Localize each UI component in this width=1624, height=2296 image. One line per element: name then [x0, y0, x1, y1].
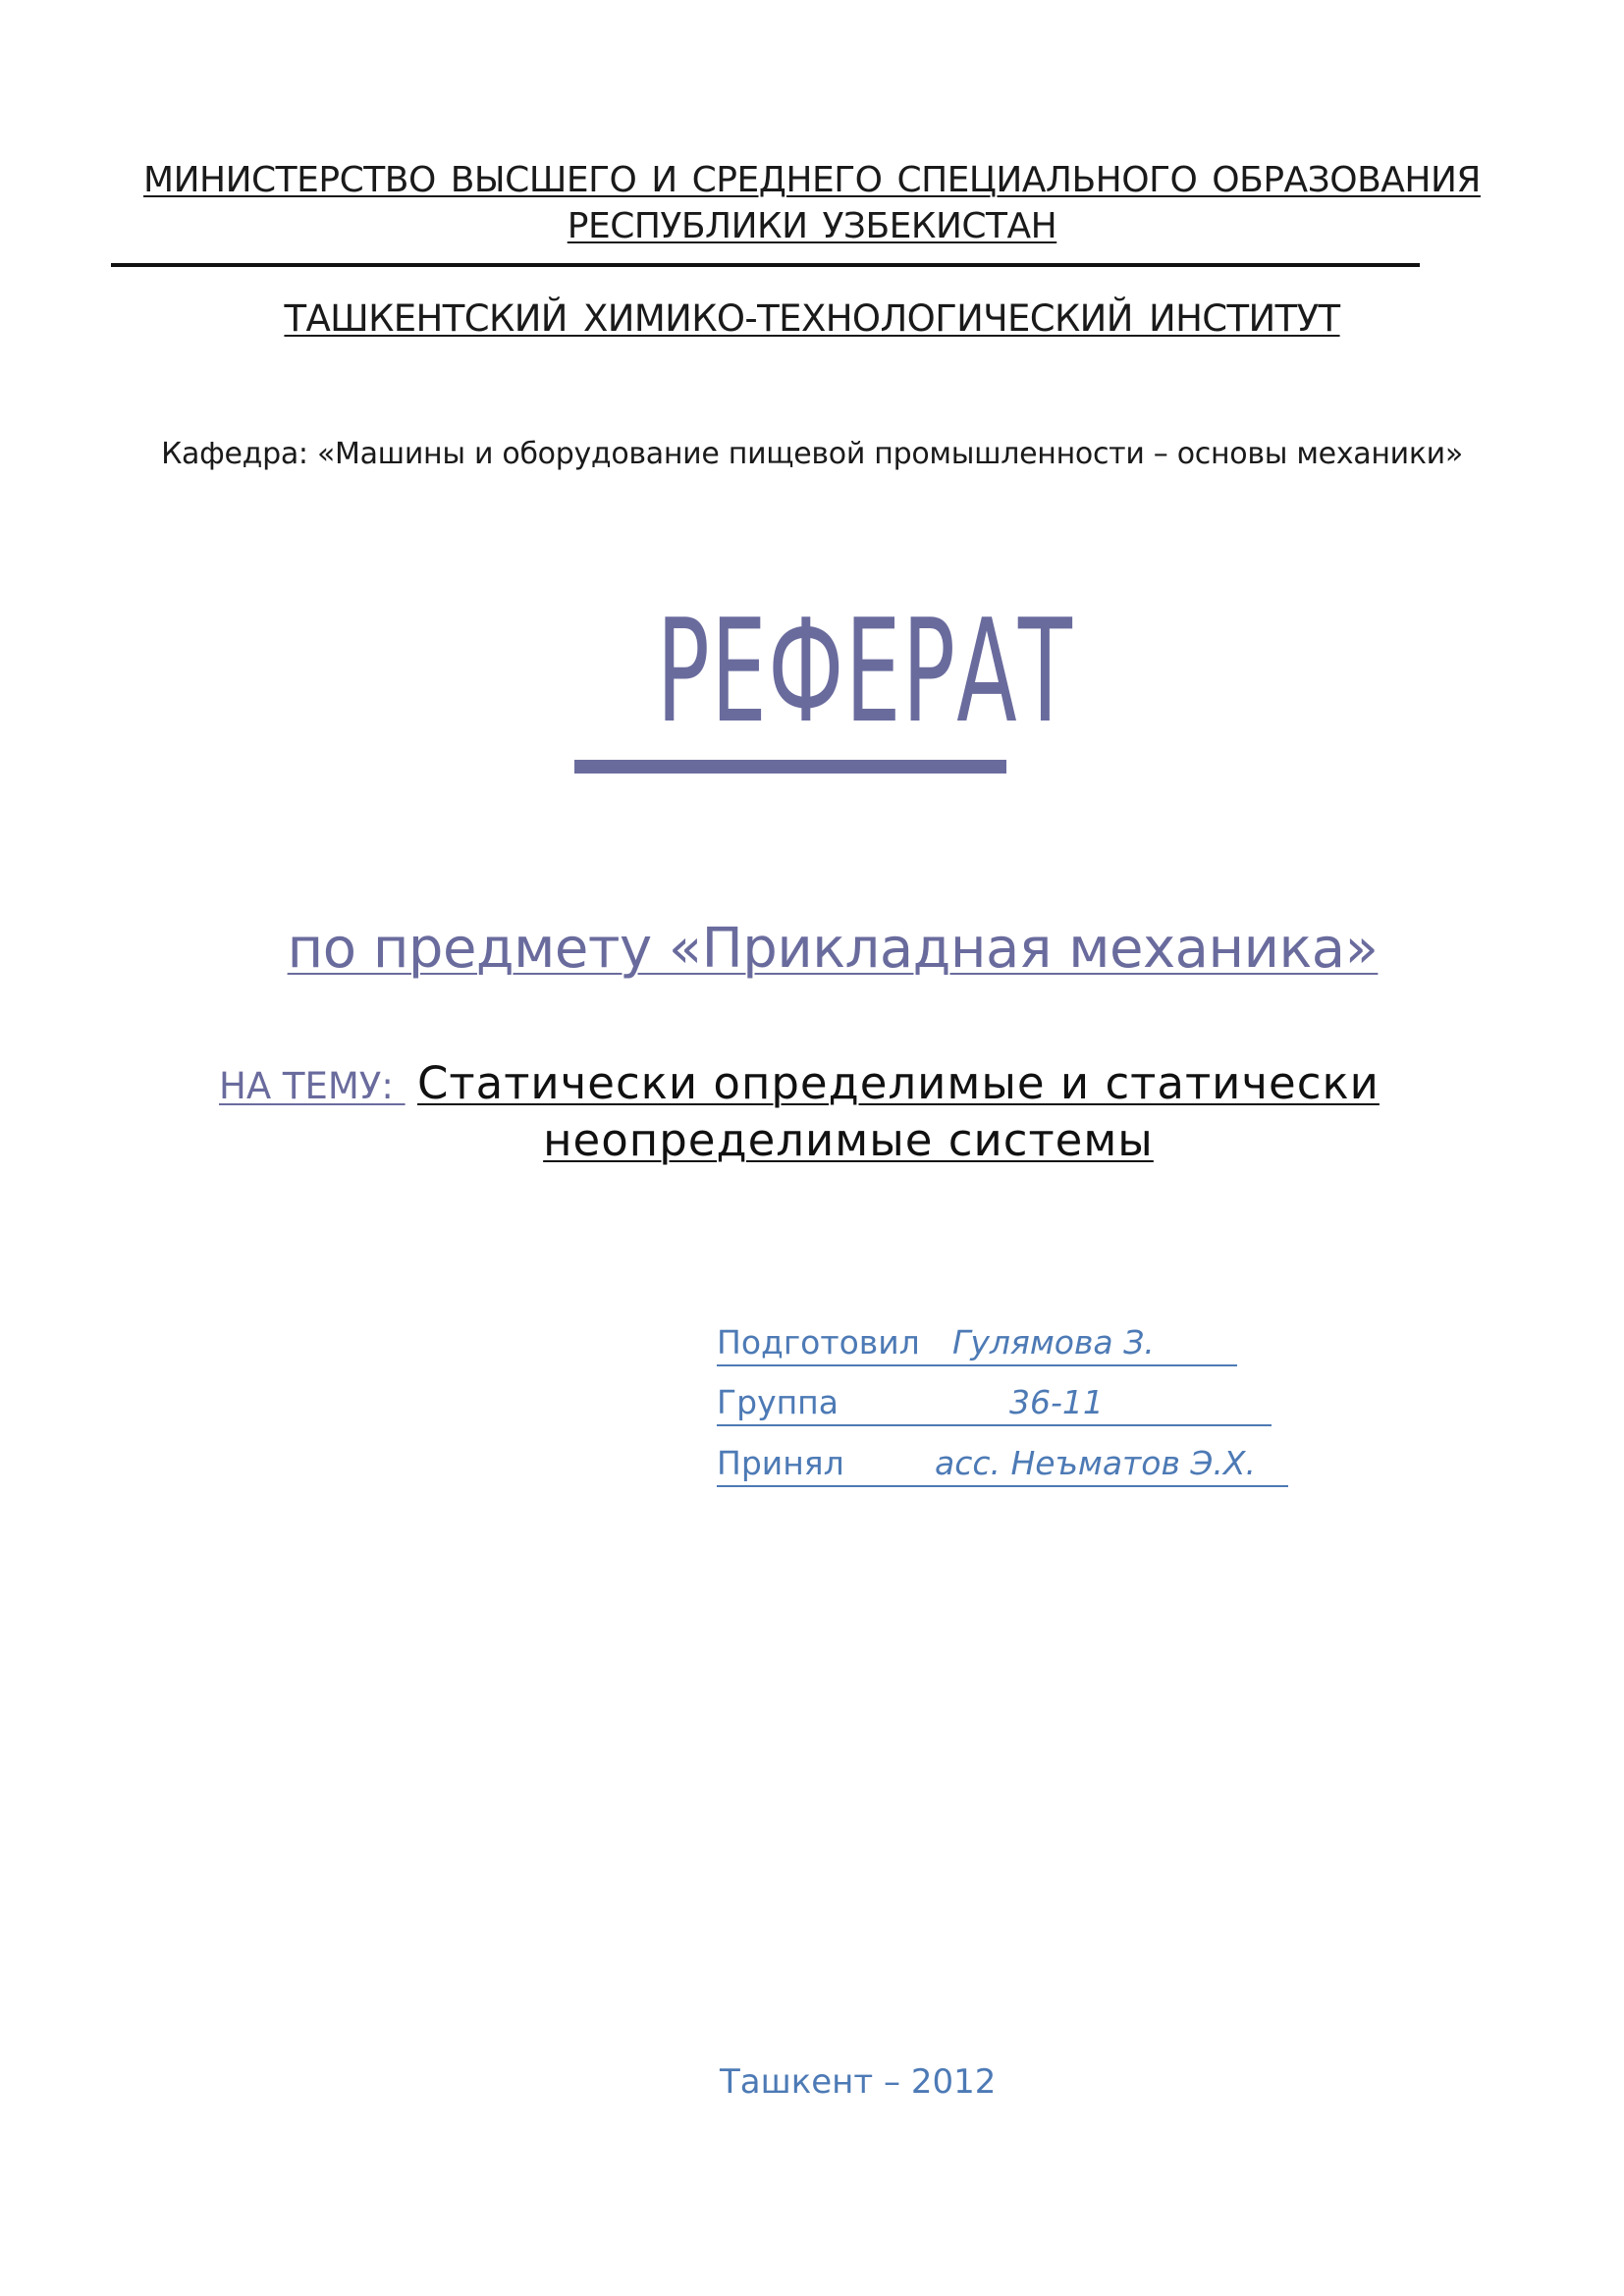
document-title: РЕФЕРАТ [656, 589, 1074, 755]
document-title-block [574, 589, 1074, 785]
ministry-line-2: РЕСПУБЛИКИ УЗБЕКИСТАН [567, 206, 1057, 246]
prepared-by-label: Подготовил [717, 1323, 920, 1362]
ministry-line-1: МИНИСТЕРСТВО ВЫСШЕГО И СРЕДНЕГО СПЕЦИАЛЬНОГО ОБРАЗОВАНИЯ [143, 160, 1481, 200]
subject-line: по предмету «Прикладная механика» [287, 917, 1379, 981]
department-name: Кафедра: «Машины и оборудование пищевой промышленности – основы механики» [161, 437, 1463, 471]
city-year: Ташкент – 2012 [720, 2062, 997, 2102]
topic-line-2: неопределимые системы [543, 1114, 1154, 1166]
topic-line-1: Статически определимые и статически [417, 1057, 1380, 1109]
group-label: Группа [717, 1383, 839, 1421]
accepted-by-label: Принял [717, 1444, 844, 1482]
institute-name: ТАШКЕНТСКИЙ ХИМИКО-ТЕХНОЛОГИЧЕСКИЙ ИНСТИТУТ [284, 297, 1340, 340]
accepted-by-value: асс. Неъматов Э.Х. [935, 1444, 1257, 1482]
group-value: 36-11 [1009, 1383, 1104, 1421]
document-title-underline [574, 760, 1006, 774]
prepared-by-row [717, 1321, 1237, 1366]
accepted-by-row [717, 1442, 1288, 1487]
topic-label: НА ТЕМУ: [219, 1065, 406, 1107]
prepared-by-value: Гулямова З. [952, 1323, 1155, 1362]
group-row [717, 1381, 1272, 1426]
header-divider [111, 263, 1420, 267]
